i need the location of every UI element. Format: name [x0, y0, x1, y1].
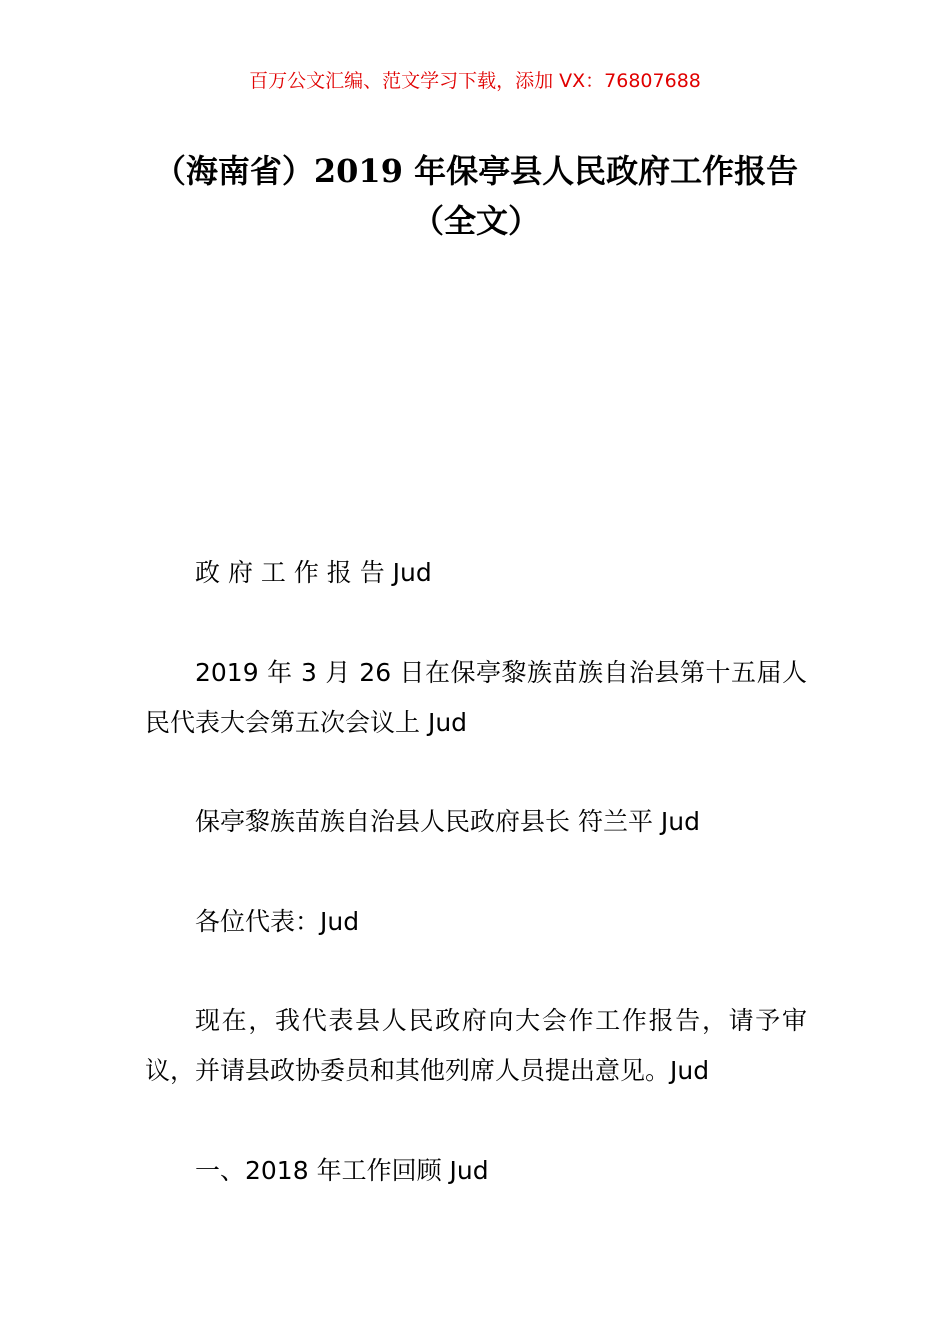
- paragraph-salutation: 各位代表：Jud: [195, 907, 360, 936]
- paragraph-section-heading: 一、2018 年工作回顾 Jud: [195, 1156, 489, 1185]
- paragraph-report-heading: 政 府 工 作 报 告 Jud: [195, 558, 432, 587]
- document-title: （海南省）2019 年保亭县人民政府工作报告（全文）: [153, 152, 799, 240]
- paragraph-intro: 现在，我代表县人民政府向大会作工作报告，请予审议，并请县政协委员和其他列席人员提出意见。Jud: [145, 1006, 807, 1085]
- header-promo-text: 百万公文汇编、范文学习下载，添加 VX：76807688: [249, 70, 701, 92]
- paragraph-meeting-info: 2019 年 3 月 26 日在保亭黎族苗族自治县第十五届人民代表大会第五次会议上 Jud: [145, 658, 807, 737]
- paragraph-speaker: 保亭黎族苗族自治县人民政府县长 符兰平 Jud: [195, 807, 700, 836]
